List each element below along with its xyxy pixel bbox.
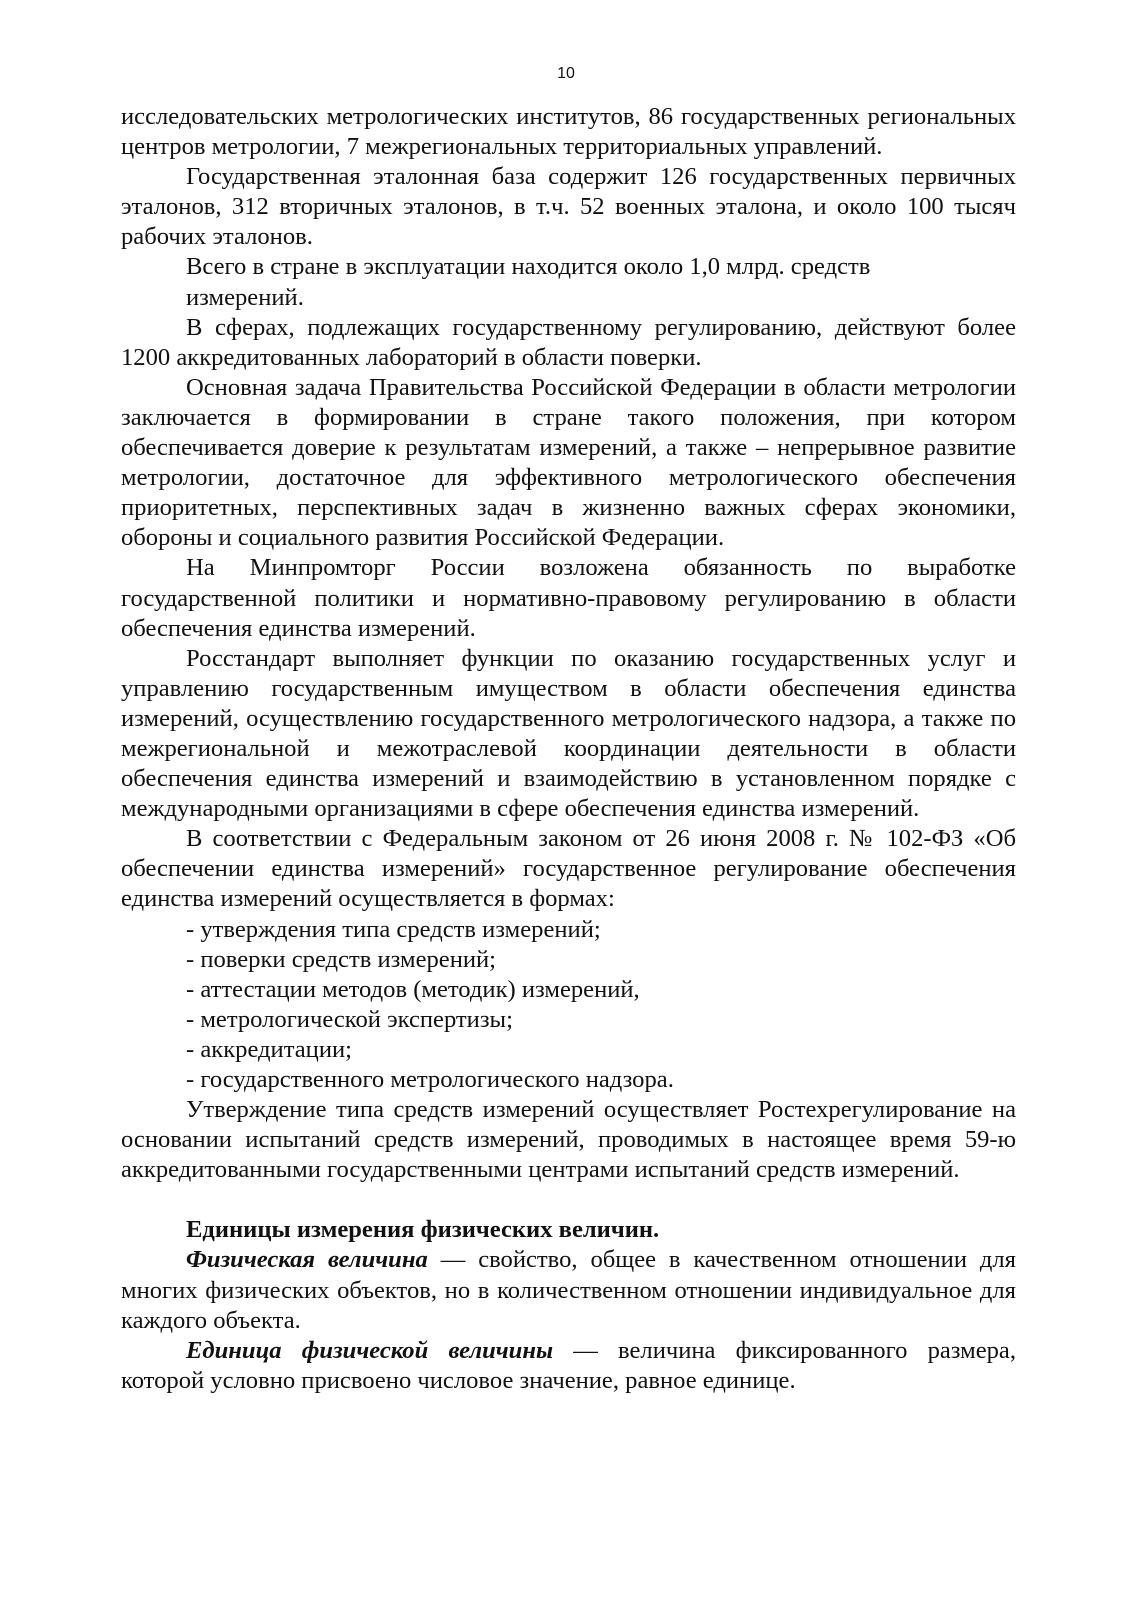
list-item: - утверждения типа средств измерений; (186, 915, 601, 943)
definition-physical-quantity (121, 1245, 1016, 1335)
paragraph-rosstandart: Росстандарт выполняет функции по оказанию государственных услуг и управлению государственным имуществом в области обеспечения единства измерений, осуществлению государственного метрологического надзора, а также по межрегиональной и межотраслевой координации деятельности в области обеспечения единства измерений и взаимодействию в установленном порядке с международными организациями в сфере обеспечения единства измерений. (121, 644, 1016, 823)
paragraph-measuring-instruments-line2: измерений. (186, 283, 304, 311)
definition-text: — величина фиксированного размера, которой условно присвоено числовое значение, равное единице. (121, 1336, 1016, 1394)
page-number: 10 (557, 65, 575, 82)
document-body (121, 102, 1016, 1396)
definition-term: Физическая величина (186, 1246, 428, 1274)
forms-list (121, 915, 1016, 1096)
paragraph-institutes: исследовательских метрологических институтов, 86 государственных региональных центров метрологии, 7 межрегиональных территориальных управлений. (121, 103, 1016, 161)
list-item: - аттестации методов (методик) измерений, (186, 975, 640, 1003)
section-heading: Единицы измерения физических величин. (186, 1216, 660, 1244)
list-item: - государственного метрологического надзора. (186, 1066, 674, 1093)
definition-term: Единица физической величины (186, 1336, 554, 1364)
list-item: - аккредитации; (186, 1035, 352, 1063)
paragraph-measuring-instruments-line1: Всего в стране в эксплуатации находится около 1,0 млрд. средств (186, 253, 871, 281)
paragraph-standards-base: Государственная эталонная база содержит 126 государственных первичных эталонов, 312 вторичных эталонов, в т.ч. 52 военных эталона, и около 100 тысяч рабочих эталонов. (121, 163, 1016, 251)
section-spacer (121, 1185, 1016, 1215)
list-item: - метрологической экспертизы; (186, 1005, 513, 1033)
paragraph-minpromtorg: На Минпромторг России возложена обязанность по выработке государственной политики и нормативно-правовому регулированию в области обеспечения единства измерений. (121, 554, 1016, 642)
paragraph-federal-law: В соответствии с Федеральным законом от 26 июня 2008 г. № 102-ФЗ «Об обеспечении единства измерений» государственное регулирование обеспечения единства измерений осуществляется в формах: (121, 825, 1016, 913)
list-item: - поверки средств измерений; (186, 945, 497, 973)
paragraph-government-task: Основная задача Правительства Российской Федерации в области метрологии заключается в формировании в стране такого положения, при котором обеспечивается доверие к результатам измерений, а также – непрерывное развитие метрологии, достаточное для эффективного метрологического обеспечения приоритетных, перспективных задач в жизненно важных сферах экономики, обороны и социального развития Российской Федерации. (121, 373, 1016, 552)
paragraph-type-approval: Утверждение типа средств измерений осуществляет Ростехрегулирование на основании испытаний средств измерений, проводимых в настоящее время 59-ю аккредитованными государственными центрами испытаний средств измерений. (121, 1096, 1016, 1184)
definition-unit-of-quantity (121, 1336, 1016, 1396)
paragraph-laboratories: В сферах, подлежащих государственному регулированию, действуют более 1200 аккредитованных лабораторий в области поверки. (121, 313, 1016, 371)
definition-text: — свойство, общее в качественном отношении для многих физических объектов, но в количественном отношении индивидуальное для каждого объекта. (121, 1246, 1016, 1334)
